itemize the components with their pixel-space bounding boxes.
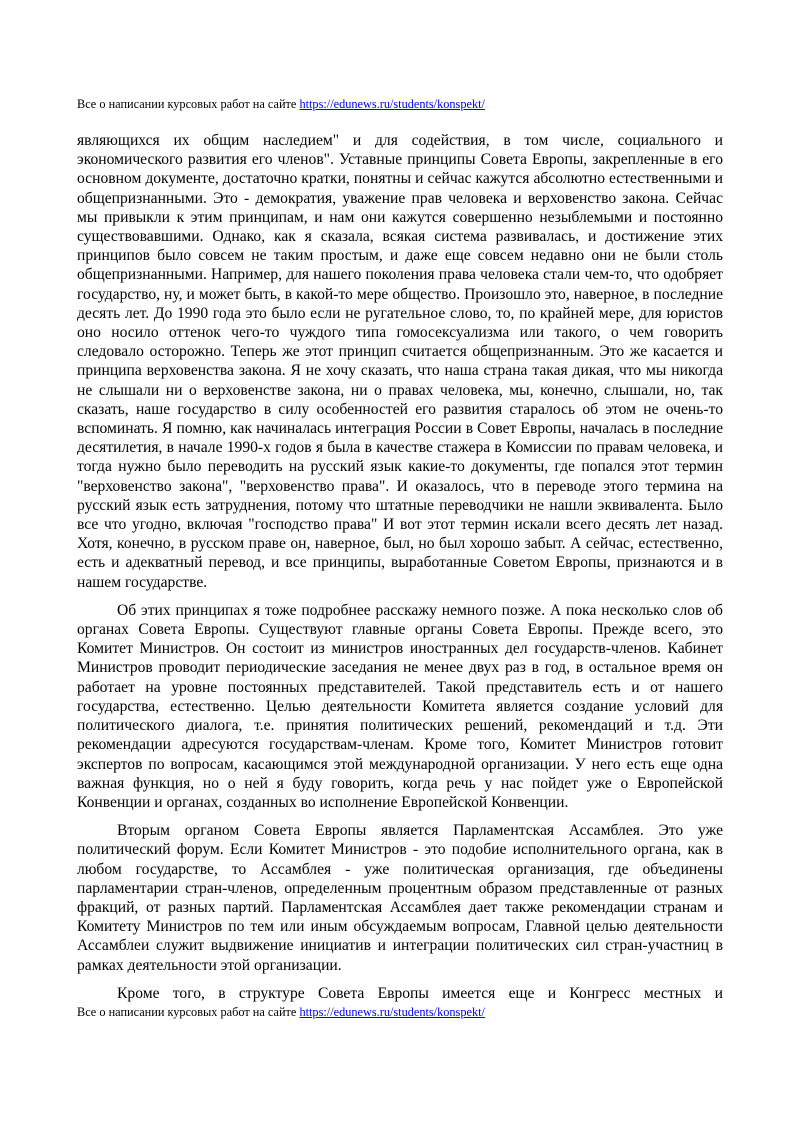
page-header: [77, 96, 485, 112]
page-footer: [77, 1004, 485, 1020]
header-text: Все о написании курсовых работ на сайте: [77, 97, 300, 111]
paragraph-4: Кроме того, в структуре Совета Европы имеется еще и Конгресс местных и: [117, 984, 723, 1002]
paragraph-1: являющихся их общим наследием" и для содействия, в том числе, социального и экономического развития его членов". Уставные принципы Совета Европы, закрепленные в его основном документе, достаточно кратки, понятны и сейчас кажутся абсолютно естественными и общепризнанными. Это - демократия, уважение прав человека и верховенство закона. Сейчас мы привыкли к этим принципам, и нам они кажутся совершенно незыблемыми и постоянно существовавшими. Однако, как я сказала, всякая система развивалась, и достижение этих принципов было совсем не таким простым, и даже еще совсем недавно они не были столь общепризнанными. Например, для нашего поколения права человека стали чем-то, что одобряет государство, ну, и может быть, в какой-то мере общество. Произошло это, наверное, в последние десять лет. До 1990 года это было если не ругательное слово, то, по крайней мере, для юристов оно носило оттенок чего-то чуждого типа гомосексуализма или такого, о чем говорить следовало осторожно. Теперь же этот принцип считается общепризнанным. Это же касается и принципа верховенства закона. Я не хочу сказать, что наша страна такая дикая, что мы никогда не слышали ни о верховенстве закона, ни о правах человека, мы, конечно, слышали, но, так сказать, наше государство в силу особенностей его развития старалось об этом не очень-то вспоминать. Я помню, как начиналась интеграция России в Совет Европы, началась в последние десятилетия, в начале 1990-х годов я была в качестве стажера в Комиссии по правам человека, и тогда нужно было переводить на русский язык какие-то документы, где попался этот термин "верховенство закона", "верховенство права". И оказалось, что в переводе этого термина на русский язык есть затруднения, потому что штатные переводчики не нашли эквивалента. Было все что угодно, включая "господство права" И вот этот термин искали всего десять лет назад. Хотя, конечно, в русском праве он, наверное, был, но был хорошо забыт. А сейчас, естественно, есть и адекватный перевод, и все принципы, выработанные Советом Европы, признаются и в нашем государстве.: [77, 132, 723, 591]
paragraph-3: Вторым органом Совета Европы является Парламентская Ассамблея. Это уже политический форум. Если Комитет Министров - это подобие исполнительного органа, как в любом государстве, то Ассамблея - уже политическая организация, где объединены парламентарии стран-членов, определенным процентным образом представленные от разных фракций, от разных партий. Парламентская Ассамблея дает также рекомендации странам и Комитету Министров по тем или иным обсуждаемым вопросам, Главной целью деятельности Ассамблеи служит выдвижение инициатив и интеграции политических сил стран-участниц в рамках деятельности этой организации.: [77, 822, 723, 974]
footer-text: Все о написании курсовых работ на сайте: [77, 1005, 300, 1019]
document-body: [77, 131, 723, 1003]
header-link[interactable]: https://edunews.ru/students/konspekt/: [299, 97, 485, 111]
paragraph-2: Об этих принципах я тоже подробнее расскажу немного позже. А пока несколько слов об органах Совета Европы. Существуют главные органы Совета Европы. Прежде всего, это Комитет Министров. Он состоит из министров иностранных дел государств-членов. Кабинет Министров проводит периодические заседания не менее двух раз в год, в остальное время он работает на уровне постоянных представителей. Такой представитель есть и от нашего государства, естественно. Целью деятельности Комитета является создание условий для политического диалога, т.е. принятия политических решений, рекомендаций и т.д. Эти рекомендации адресуются государствам-членам. Кроме того, Комитет Министров готовит экспертов по вопросам, касающимся этой международной организации. У него есть еще одна важная функция, но о ней я буду говорить, когда речь у нас пойдет уже о Европейской Конвенции и органах, созданных во исполнение Европейской Конвенции.: [77, 601, 723, 811]
footer-link[interactable]: https://edunews.ru/students/konspekt/: [299, 1005, 485, 1019]
